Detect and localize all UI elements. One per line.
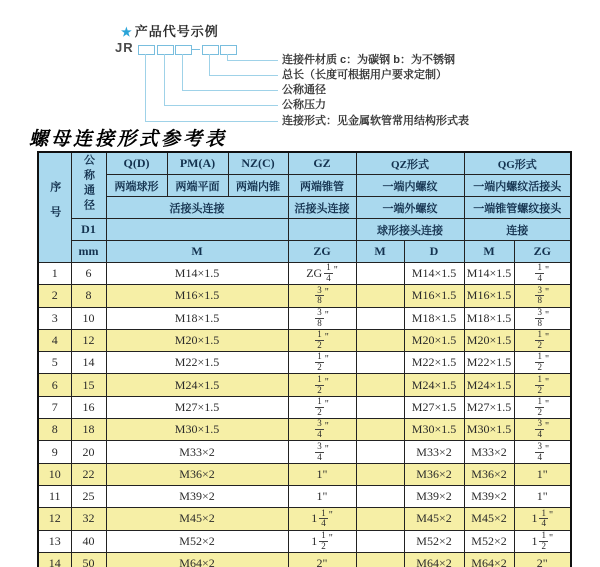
m-cell: M30×1.5 <box>106 419 288 441</box>
mm-cell: 25 <box>71 485 106 507</box>
qg-zg-cell: 2" <box>514 552 571 567</box>
connector-line <box>209 54 210 75</box>
qz-m-cell <box>356 307 404 329</box>
qz-d-cell: M27×1.5 <box>404 396 464 418</box>
table-row <box>38 307 571 329</box>
qg-zg-cell: $\frac{1}{4}$ " <box>514 263 571 285</box>
header-q-desc: 两端球形 <box>106 175 167 197</box>
m-cell: M20×1.5 <box>106 329 288 351</box>
seq-cell: 12 <box>38 508 71 530</box>
header-qg-desc: 一端内螺纹活接头 <box>464 175 571 197</box>
header-seq: 序号 <box>38 152 71 263</box>
m-cell: M64×2 <box>106 552 288 567</box>
header-qz-m: M <box>356 241 404 263</box>
table-row <box>38 396 571 418</box>
zg-cell: 1" <box>288 463 356 485</box>
code-dash <box>191 49 200 50</box>
m-cell: M39×2 <box>106 485 288 507</box>
qg-zg-cell: $\frac{3}{8}$ " <box>514 307 571 329</box>
table-row <box>38 352 571 374</box>
code-box <box>138 45 155 55</box>
seq-cell: 3 <box>38 307 71 329</box>
mm-cell: 8 <box>71 285 106 307</box>
qz-m-cell <box>356 263 404 285</box>
connector-line <box>182 54 183 90</box>
connector-line <box>182 90 278 91</box>
qz-m-cell <box>356 530 404 552</box>
m-cell: M24×1.5 <box>106 374 288 396</box>
product-code-title-text: 产品代号示例 <box>134 24 219 39</box>
seq-cell: 7 <box>38 396 71 418</box>
seq-cell: 4 <box>38 329 71 351</box>
zg-cell: $\frac{3}{4}$ " <box>288 419 356 441</box>
code-box <box>202 45 219 55</box>
qg-zg-cell: $\frac{1}{2}$ " <box>514 374 571 396</box>
connector-line <box>227 60 278 61</box>
header-union-connection: 活接头连接 <box>106 197 288 219</box>
qz-m-cell <box>356 285 404 307</box>
qg-zg-cell: 1" <box>514 463 571 485</box>
qz-d-cell: M45×2 <box>404 508 464 530</box>
label-nominal-pressure: 公称压力 <box>282 99 326 111</box>
header-qz-connection: 球形接头连接 <box>356 219 464 241</box>
label-total-length: 总长（长度可根据用户要求定制） <box>282 69 447 81</box>
code-box <box>220 45 237 55</box>
qz-d-cell: M64×2 <box>404 552 464 567</box>
mm-cell: 6 <box>71 263 106 285</box>
zg-cell: $\frac{3}{8}$ " <box>288 285 356 307</box>
header-gz-desc: 两端锥管 <box>288 175 356 197</box>
table-row <box>38 463 571 485</box>
qg-m-cell: M22×1.5 <box>464 352 514 374</box>
qz-m-cell <box>356 419 404 441</box>
m-cell: M52×2 <box>106 530 288 552</box>
seq-cell: 5 <box>38 352 71 374</box>
qz-d-cell: M14×1.5 <box>404 263 464 285</box>
table-row <box>38 508 571 530</box>
header-m-merged: M <box>106 241 288 263</box>
header-qg-m: M <box>464 241 514 263</box>
nut-connection-table <box>37 151 572 567</box>
mm-cell: 40 <box>71 530 106 552</box>
header-col-nz: NZ(C) <box>228 152 288 175</box>
table-row <box>38 374 571 396</box>
qz-d-cell: M22×1.5 <box>404 352 464 374</box>
qz-m-cell <box>356 396 404 418</box>
header-zg: ZG <box>288 241 356 263</box>
qz-m-cell <box>356 552 404 567</box>
qz-d-cell: M16×1.5 <box>404 285 464 307</box>
seq-cell: 8 <box>38 419 71 441</box>
zg-cell: 2" <box>288 552 356 567</box>
zg-cell: ZG $\frac{1}{4}$ " <box>288 263 356 285</box>
seq-cell: 13 <box>38 530 71 552</box>
table-row <box>38 419 571 441</box>
mm-cell: 22 <box>71 463 106 485</box>
mm-cell: 18 <box>71 419 106 441</box>
star-icon: ★ <box>121 25 133 39</box>
table-row <box>38 441 571 463</box>
code-box <box>157 45 174 55</box>
m-cell: M45×2 <box>106 508 288 530</box>
header-col-gz: GZ <box>288 152 356 175</box>
qg-m-cell: M64×2 <box>464 552 514 567</box>
qz-d-cell: M39×2 <box>404 485 464 507</box>
qg-m-cell: M36×2 <box>464 463 514 485</box>
header-qz-form: QZ形式 <box>356 152 464 175</box>
mm-cell: 16 <box>71 396 106 418</box>
label-material: 连接件材质 c：为碳钢 b：为不锈钢 <box>282 54 455 66</box>
mm-cell: 12 <box>71 329 106 351</box>
qg-m-cell: M14×1.5 <box>464 263 514 285</box>
header-col-q: Q(D) <box>106 152 167 175</box>
zg-cell: $\frac{1}{2}$ " <box>288 374 356 396</box>
qg-m-cell: M27×1.5 <box>464 396 514 418</box>
seq-cell: 9 <box>38 441 71 463</box>
connector-line <box>209 75 278 76</box>
seq-cell: 14 <box>38 552 71 567</box>
qg-zg-cell: $\frac{1}{2}$ " <box>514 396 571 418</box>
qz-d-cell: M20×1.5 <box>404 329 464 351</box>
table-row <box>38 263 571 285</box>
qz-d-cell: M18×1.5 <box>404 307 464 329</box>
seq-cell: 11 <box>38 485 71 507</box>
qg-zg-cell: $\frac{3}{4}$ " <box>514 441 571 463</box>
qz-m-cell <box>356 508 404 530</box>
seq-cell: 6 <box>38 374 71 396</box>
qz-d-cell: M36×2 <box>404 463 464 485</box>
table-title: 螺母连接形式参考表 <box>29 128 228 150</box>
mm-cell: 15 <box>71 374 106 396</box>
qg-m-cell: M24×1.5 <box>464 374 514 396</box>
qg-zg-cell: $\frac{1}{2}$ " <box>514 329 571 351</box>
table-row <box>38 329 571 351</box>
product-code-title <box>121 21 219 40</box>
label-nominal-diameter: 公称通径 <box>282 84 326 96</box>
table-row <box>38 552 571 567</box>
header-qz-desc2: 一端外螺纹 <box>356 197 464 219</box>
header-d1: D1 <box>71 219 106 241</box>
zg-cell: 1 $\frac{1}{4}$ " <box>288 508 356 530</box>
qg-zg-cell: $\frac{1}{2}$ " <box>514 352 571 374</box>
qg-m-cell: M30×1.5 <box>464 419 514 441</box>
header-mm: mm <box>71 241 106 263</box>
header-qg-form: QG形式 <box>464 152 571 175</box>
header-qg-connection: 连接 <box>464 219 571 241</box>
connector-line <box>164 105 278 106</box>
qg-m-cell: M16×1.5 <box>464 285 514 307</box>
qg-zg-cell: $\frac{3}{8}$ " <box>514 285 571 307</box>
mm-cell: 32 <box>71 508 106 530</box>
qz-d-cell: M24×1.5 <box>404 374 464 396</box>
mm-cell: 20 <box>71 441 106 463</box>
table-row <box>38 285 571 307</box>
header-qz-desc: 一端内螺纹 <box>356 175 464 197</box>
zg-cell: $\frac{1}{2}$ " <box>288 352 356 374</box>
header-empty <box>106 219 288 241</box>
header-empty <box>288 219 356 241</box>
qg-m-cell: M39×2 <box>464 485 514 507</box>
seq-cell: 2 <box>38 285 71 307</box>
mm-cell: 10 <box>71 307 106 329</box>
qz-d-cell: M52×2 <box>404 530 464 552</box>
seq-cell: 10 <box>38 463 71 485</box>
m-cell: M14×1.5 <box>106 263 288 285</box>
qz-d-cell: M33×2 <box>404 441 464 463</box>
product-code-prefix: JR <box>115 40 134 55</box>
qz-m-cell <box>356 374 404 396</box>
m-cell: M16×1.5 <box>106 285 288 307</box>
m-cell: M27×1.5 <box>106 396 288 418</box>
qg-m-cell: M18×1.5 <box>464 307 514 329</box>
table-row <box>38 530 571 552</box>
connector-line <box>164 54 165 105</box>
qg-m-cell: M33×2 <box>464 441 514 463</box>
qz-d-cell: M30×1.5 <box>404 419 464 441</box>
mm-cell: 14 <box>71 352 106 374</box>
qg-zg-cell: $\frac{3}{4}$ " <box>514 419 571 441</box>
header-nz-desc: 两端内锥 <box>228 175 288 197</box>
label-connection-form: 连接形式：见金属软管常用结构形式表 <box>282 115 469 127</box>
m-cell: M18×1.5 <box>106 307 288 329</box>
seq-cell: 1 <box>38 263 71 285</box>
qg-m-cell: M20×1.5 <box>464 329 514 351</box>
table-body <box>38 263 571 567</box>
m-cell: M33×2 <box>106 441 288 463</box>
header-gz-connection: 活接头连接 <box>288 197 356 219</box>
mm-cell: 50 <box>71 552 106 567</box>
header-qg-zg: ZG <box>514 241 571 263</box>
table-row <box>38 485 571 507</box>
qg-zg-cell: 1" <box>514 485 571 507</box>
connector-line <box>145 121 278 122</box>
zg-cell: $\frac{3}{4}$ " <box>288 441 356 463</box>
code-box <box>175 45 192 55</box>
m-cell: M22×1.5 <box>106 352 288 374</box>
qg-zg-cell: 1 $\frac{1}{2}$ " <box>514 530 571 552</box>
header-qg-desc2: 一端锥管螺纹接头 <box>464 197 571 219</box>
zg-cell: 1 $\frac{1}{2}$ " <box>288 530 356 552</box>
qz-m-cell <box>356 485 404 507</box>
qz-m-cell <box>356 352 404 374</box>
qz-m-cell <box>356 463 404 485</box>
zg-cell: 1" <box>288 485 356 507</box>
header-col-pm: PM(A) <box>167 152 228 175</box>
qg-m-cell: M45×2 <box>464 508 514 530</box>
header-pm-desc: 两端平面 <box>167 175 228 197</box>
zg-cell: $\frac{1}{2}$ " <box>288 396 356 418</box>
connector-line <box>145 54 146 121</box>
zg-cell: $\frac{3}{8}$ " <box>288 307 356 329</box>
qg-m-cell: M52×2 <box>464 530 514 552</box>
qg-zg-cell: 1 $\frac{1}{4}$ " <box>514 508 571 530</box>
qz-m-cell <box>356 329 404 351</box>
qz-m-cell <box>356 441 404 463</box>
header-nominal-diameter: 公称通径 <box>71 152 106 219</box>
zg-cell: $\frac{1}{2}$ " <box>288 329 356 351</box>
m-cell: M36×2 <box>106 463 288 485</box>
header-qz-d: D <box>404 241 464 263</box>
